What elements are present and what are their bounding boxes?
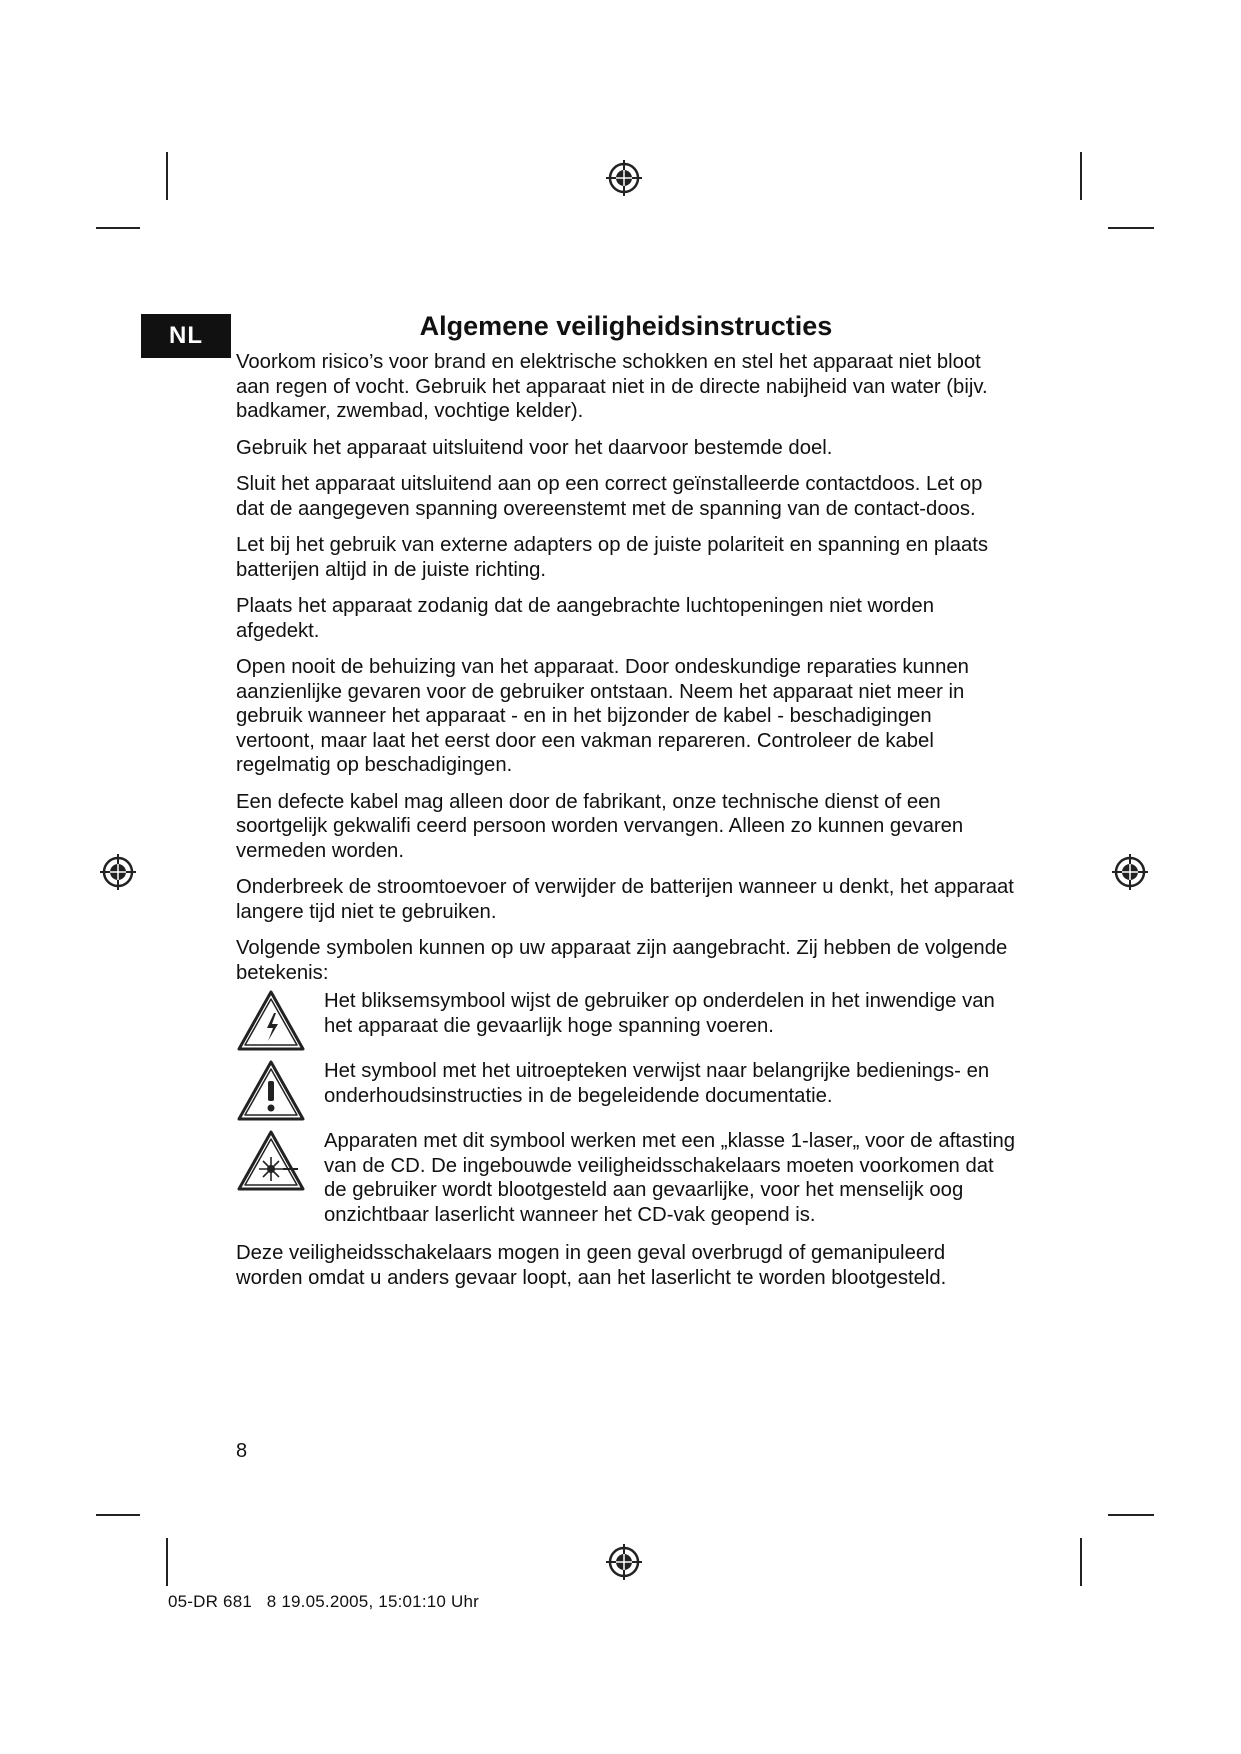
symbol-row-laser (236, 1129, 1016, 1227)
registration-mark-right-icon (1110, 852, 1150, 892)
registration-mark-bottom-icon (604, 1542, 644, 1582)
laser-warning-icon (236, 1129, 306, 1193)
symbol-row-exclamation (236, 1059, 1016, 1123)
page-title: Algemene veiligheidsinstructies (419, 311, 833, 341)
crop-mark-top-left-vertical (166, 152, 168, 200)
crop-mark-top-left-horizontal (96, 227, 140, 229)
paragraph: Sluit het apparaat uitsluitend aan op een correct geïnstalleerde contactdoos. Let op dat de aangegeven spanning overeenstemt met de spanning van de contact-doos. (236, 473, 983, 520)
symbol-description: Apparaten met dit symbool werken met een „klasse 1-laser„ voor de aftasting van de CD. De ingebouwde veiligheidsschakelaars moeten voorkomen dat de gebruiker wordt blootgesteld aan gevaarlijke, voor het menselijk oog onzichtbaar laserlicht wanneer het CD-vak geopend is. (324, 1130, 1016, 1226)
paragraph: Gebruik het apparaat uitsluitend voor het daarvoor bestemde doel. (236, 436, 833, 459)
print-footer: 05-DR 681 8 19.05.2005, 15:01:10 Uhr (168, 1592, 479, 1611)
paragraph: Plaats het apparaat zodanig dat de aangebrachte luchtopeningen niet worden afgedekt. (236, 595, 934, 642)
crop-mark-bottom-left-horizontal (96, 1514, 140, 1516)
registration-mark-left-icon (98, 852, 138, 892)
paragraph: Voorkom risico’s voor brand en elektrische schokken en stel het apparaat niet bloot aan regen of vocht. Gebruik het apparaat niet in de directe nabijheid van water (bijv. badkamer, zwembad, vochtige kelder). (236, 351, 988, 422)
safety-instructions-body (236, 350, 1016, 1302)
crop-mark-bottom-right-vertical (1080, 1538, 1082, 1586)
symbol-row-lightning (236, 989, 1016, 1053)
paragraph: Open nooit de behuizing van het apparaat. Door ondeskundige reparaties kunnen aanzienlijke gevaren voor de gebruiker ontstaan. Neem het apparaat niet meer in gebruik wanneer het apparaat - en in het bijzonder de kabel - beschadigingen vertoont, maar laat het eerst door een vakman repareren. Controleer de kabel regelmatig op beschadigingen. (236, 656, 969, 776)
paragraph: Onderbreek de stroomtoevoer of verwijder de batterijen wanneer u denkt, het apparaat langere tijd niet te gebruiken. (236, 876, 1014, 923)
lightning-warning-icon (236, 989, 306, 1053)
symbol-description: Het symbool met het uitroepteken verwijst naar belangrijke bedienings- en onderhoudsinstructies in de begeleidende documentatie. (324, 1060, 990, 1107)
exclamation-warning-icon (236, 1059, 306, 1123)
paragraph: Volgende symbolen kunnen op uw apparaat zijn aangebracht. Zij hebben de volgende betekenis: (236, 937, 1008, 984)
crop-mark-top-right-horizontal (1108, 227, 1154, 229)
registration-mark-top-icon (604, 158, 644, 198)
paragraph: Een defecte kabel mag alleen door de fabrikant, onze technische dienst of een soortgelijk gekwalifi ceerd persoon worden vervangen. Alleen zo kunnen gevaren vermeden worden. (236, 790, 964, 862)
page-number: 8 (236, 1440, 248, 1462)
paragraph: Deze veiligheidsschakelaars mogen in geen geval overbrugd of gemanipuleerd worden omdat u anders gevaar loopt, aan het laserlicht te worden blootgesteld. (236, 1242, 947, 1289)
language-tab: NL (141, 314, 231, 358)
crop-mark-bottom-right-horizontal (1108, 1514, 1154, 1516)
crop-mark-top-right-vertical (1080, 152, 1082, 200)
symbol-description: Het bliksemsymbool wijst de gebruiker op onderdelen in het inwendige van het apparaat die gevaarlijk hoge spanning voeren. (324, 990, 995, 1037)
paragraph: Let bij het gebruik van externe adapters op de juiste polariteit en spanning en plaats batterijen altijd in de juiste richting. (236, 534, 989, 581)
crop-mark-bottom-left-vertical (166, 1538, 168, 1586)
